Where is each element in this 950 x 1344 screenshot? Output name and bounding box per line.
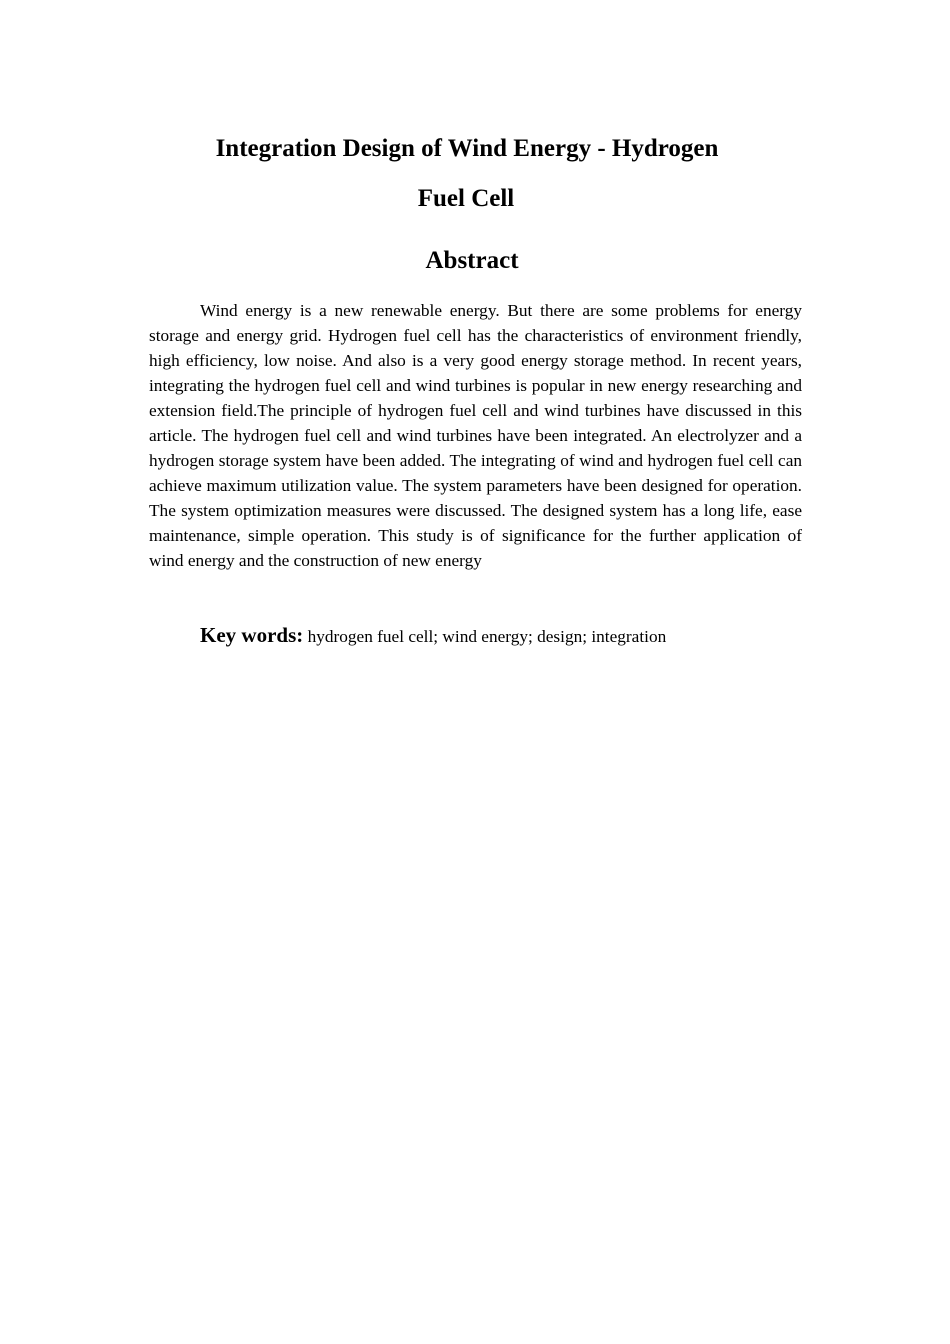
keywords-line	[200, 620, 800, 652]
keywords-label: Key words:	[200, 623, 304, 647]
abstract-paragraph: Wind energy is a new renewable energy. But there are some problems for energy storage and energy grid. Hydrogen fuel cell has the characteristics of environment friendly, high efficiency, low noise. And also is a very good energy storage method. In recent years, integrating the hydrogen fuel cell and wind turbines is popular in new energy researching and extension field.The principle of hydrogen fuel cell and wind turbines have discussed in this article. The hydrogen fuel cell and wind turbines have been integrated. An electrolyzer and a hydrogen storage system have been added. The integrating of wind and hydrogen fuel cell can achieve maximum utilization value. The system parameters have been designed for operation. The system optimization measures were discussed. The designed system has a long life, ease maintenance, simple operation. This study is of significance for the further application of wind energy and the construction of new energy	[149, 301, 802, 570]
keywords-text: hydrogen fuel cell; wind energy; design; integration	[303, 627, 667, 646]
paper-title-line-1: Integration Design of Wind Energy - Hydrogen	[215, 135, 719, 162]
abstract-heading: Abstract	[425, 247, 519, 274]
paper-title-line-2: Fuel Cell	[417, 185, 515, 212]
